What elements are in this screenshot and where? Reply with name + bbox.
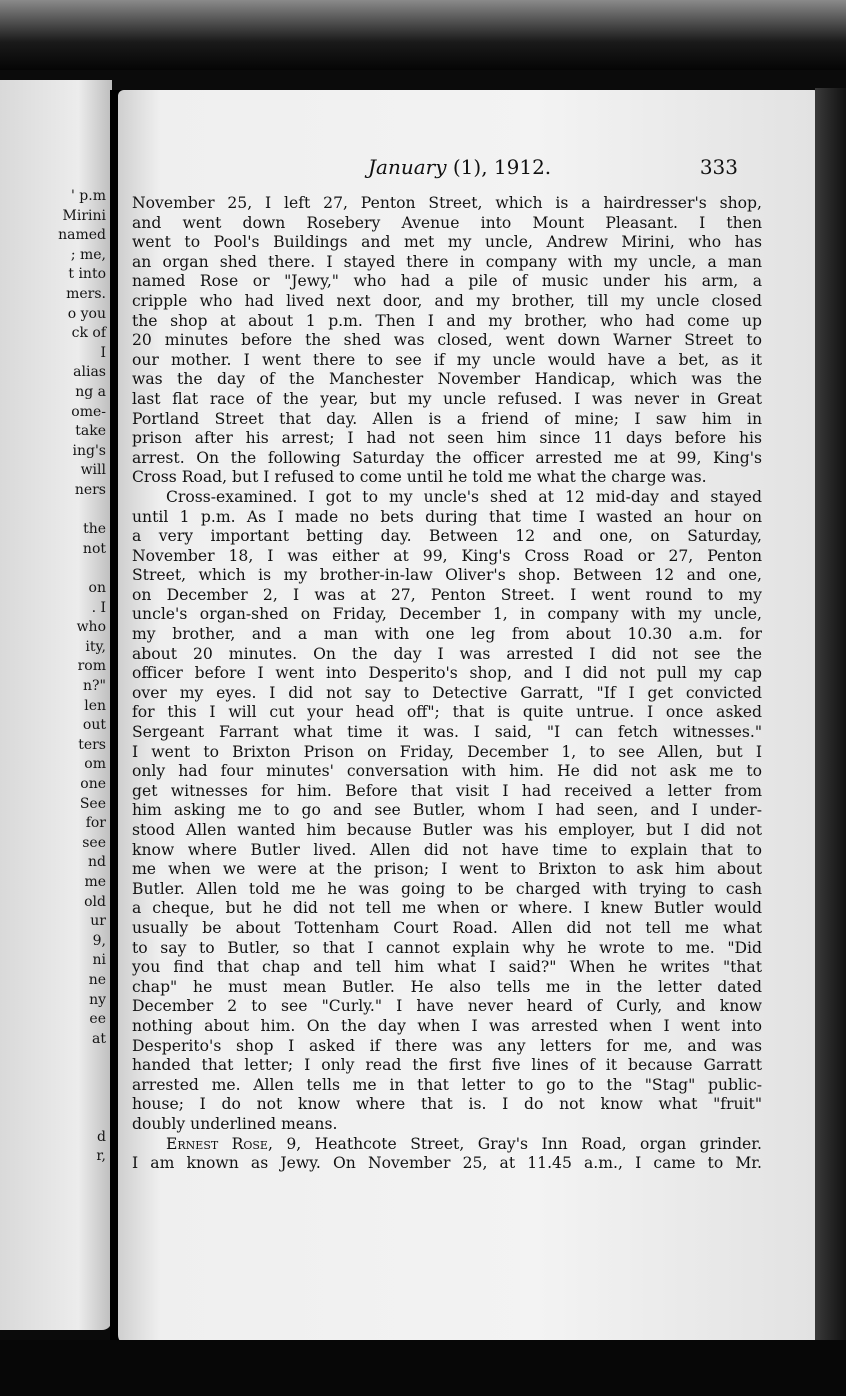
body-line: know where Butler lived. Allen did not have time to explain that to [132,840,762,859]
body-line: me when we were at the prison; I went to Brixton to ask him about [132,860,762,879]
left-page-line: ny [89,991,106,1008]
left-page-line: r, [96,1148,106,1165]
left-page-fragment [0,80,112,1330]
body-line: named Rose or "Jewy," who had a pile of music under his arm, a [132,272,762,291]
body-line: nothing about him. On the day when I was arrested when I went into [132,1016,762,1035]
left-page-line: om [84,756,106,773]
left-page-line: ur [90,913,106,930]
left-page-line: for [85,815,106,832]
body-line: an organ shed there. I stayed there in company with my uncle, a man [132,252,762,271]
running-head [368,155,551,179]
body-line: Butler. Allen told me he was going to be charged with trying to cash [132,879,762,898]
body-line: you find that chap and tell him what I said?" When he writes "that [132,958,762,977]
left-page-line: len [84,697,106,714]
left-page-line: ni [92,952,106,969]
body-line: and went down Rosebery Avenue into Mount Pleasant. I then [132,213,762,232]
left-page-line: nd [88,854,106,871]
page-number: 333 [699,155,738,179]
body-line: prison after his arrest; I had not seen him since 11 days before his [132,429,762,448]
body-text [132,194,762,1174]
left-page-line: See [79,795,106,812]
body-line: Sergeant Farrant what time it was. I said, "I can fetch witnesses." [132,723,762,742]
left-page-line: ; me, [70,246,106,263]
body-line: for this I will cut your head off"; that is quite untrue. I once asked [132,703,762,722]
body-line: stood Allen wanted him because Butler was his employer, but I did not [132,821,762,839]
body-line: December 2 to see "Curly." I have never heard of Curly, and know [132,997,762,1016]
body-line: arrested me. Allen tells me in that letter to go to the "Stag" public- [132,1075,762,1094]
body-line: about 20 minutes. On the day I was arrested I did not see the [132,644,762,663]
body-line: the shop at about 1 p.m. Then I and my brother, who had come up [132,311,762,330]
body-line: doubly underlined means. [132,1114,338,1133]
body-line: Cross Road, but I refused to come until he told me what the charge was. [132,468,707,487]
body-line: Desperito's shop I asked if there was any letters for me, and was [132,1036,762,1055]
body-line: our mother. I went there to see if my uncle would have a bet, as it [132,350,762,369]
left-page-line: I [100,344,106,361]
book-top-edge [0,0,846,70]
left-page-line: old [84,893,106,910]
body-line: cripple who had lived next door, and my brother, till my uncle closed [132,291,762,310]
left-page-line: ne [88,972,106,988]
body-line: only had four minutes' conversation with him. He did not ask me to [132,762,762,781]
body-line: last flat race of the year, but my uncle refused. I was never in Great [132,389,762,408]
witness-address: , 9, Heathcote Street, Gray's Inn Road, organ grinder. [267,1134,762,1153]
witness-name: Ernest Rose [166,1134,268,1153]
body-line: over my eyes. I did not say to Detective Garratt, "If I get convicted [132,683,762,702]
left-page-line: at [92,1030,106,1047]
body-line: 20 minutes before the shed was closed, went down Warner Street to [132,331,762,350]
left-page-line: alias [73,364,106,381]
left-page-line: ng a [75,384,106,400]
page-edge-shadow [815,88,846,1348]
body-line: went to Pool's Buildings and met my uncle, Andrew Mirini, who has [132,233,762,252]
body-line: my brother, and a man with one leg from about 10.30 a.m. for [132,625,762,644]
body-line: a cheque, but he did not tell me when or where. I knew Butler would [132,899,762,918]
left-page-line: ners [74,482,106,498]
body-line: officer before I went into Desperito's shop, and I did not pull my cap [132,664,762,683]
left-page-line: who [76,619,106,636]
right-page [118,90,818,1345]
left-page-line: ' p.m [71,188,106,204]
left-page-line: not [82,540,106,557]
left-page-line: rom [77,658,106,675]
book-bottom-edge [0,1340,846,1396]
left-page-line: d [97,1128,106,1145]
body-line: Cross-examined. I got to my uncle's shed at 12 mid-day and stayed [166,487,762,506]
body-line: on December 2, I was at 27, Penton Street. I went round to my [132,585,762,604]
left-page-line: named [58,227,106,244]
body-line: uncle's organ-shed on Friday, December 1, in company with my uncle, [132,605,762,624]
body-line: him asking me to go and see Butler, whom I had seen, and I under- [132,801,762,820]
body-line: November 18, I was either at 99, King's Cross Road or 27, Penton [132,546,762,565]
body-line: usually be about Tottenham Court Road. Allen did not tell me what [132,918,762,937]
left-page-line: ck of [71,325,106,342]
left-page-line: me [84,874,106,890]
page-header [118,155,818,181]
left-page-line: the [83,521,106,538]
body-line: to say to Butler, so that I cannot explain why he wrote to me. "Did [132,938,762,957]
left-page-line: ity, [85,638,106,655]
body-line: get witnesses for him. Before that visit I had received a letter from [132,781,762,800]
left-page-line: o you [67,305,106,322]
left-page-line: on [88,580,106,596]
body-line: I am known as Jewy. On November 25, at 11.45 a.m., I came to Mr. [132,1154,762,1173]
body-line: handed that letter; I only read the first five lines of it because Garratt [132,1056,762,1075]
left-page-line: take [75,423,106,440]
running-head-date: (1), 1912. [452,155,552,179]
left-page-line: . I [91,599,106,616]
left-page-line: ters [78,736,106,753]
left-page-line: mers. [66,286,106,302]
body-line: I went to Brixton Prison on Friday, December 1, to see Allen, but I [132,742,762,761]
left-page-line: out [82,717,106,734]
body-line: was the day of the Manchester November Handicap, which was the [132,370,762,389]
left-page-line: t into [68,266,106,283]
left-page-line: ing's [72,442,106,459]
body-line: Street, which is my brother-in-law Oliver's shop. Between 12 and one, [132,566,762,585]
witness-intro-line [132,1135,762,1155]
left-page-line: will [80,462,106,479]
left-page-line: n?" [83,678,106,694]
body-line: until 1 p.m. As I made no bets during that time I wasted an hour on [132,507,762,526]
left-page-line: one [80,776,106,792]
body-line: house; I do not know where that is. I do not know what "fruit" [132,1095,762,1114]
body-line: Portland Street that day. Allen is a friend of mine; I saw him in [132,409,762,428]
body-line: arrest. On the following Saturday the officer arrested me at 99, King's [132,448,762,467]
body-line: a very important betting day. Between 12 and one, on Saturday, [132,527,762,546]
body-line: chap" he must mean Butler. He also tells me in the letter dated [132,977,762,996]
left-page-line: see [82,834,106,851]
left-page-line: ome- [71,403,106,420]
left-page-line: ee [89,1011,106,1028]
left-page-line: Mirini [62,207,106,224]
running-head-month: January [368,155,447,179]
left-page-line: 9, [92,932,106,949]
body-line: November 25, I left 27, Penton Street, which is a hairdresser's shop, [132,194,762,212]
